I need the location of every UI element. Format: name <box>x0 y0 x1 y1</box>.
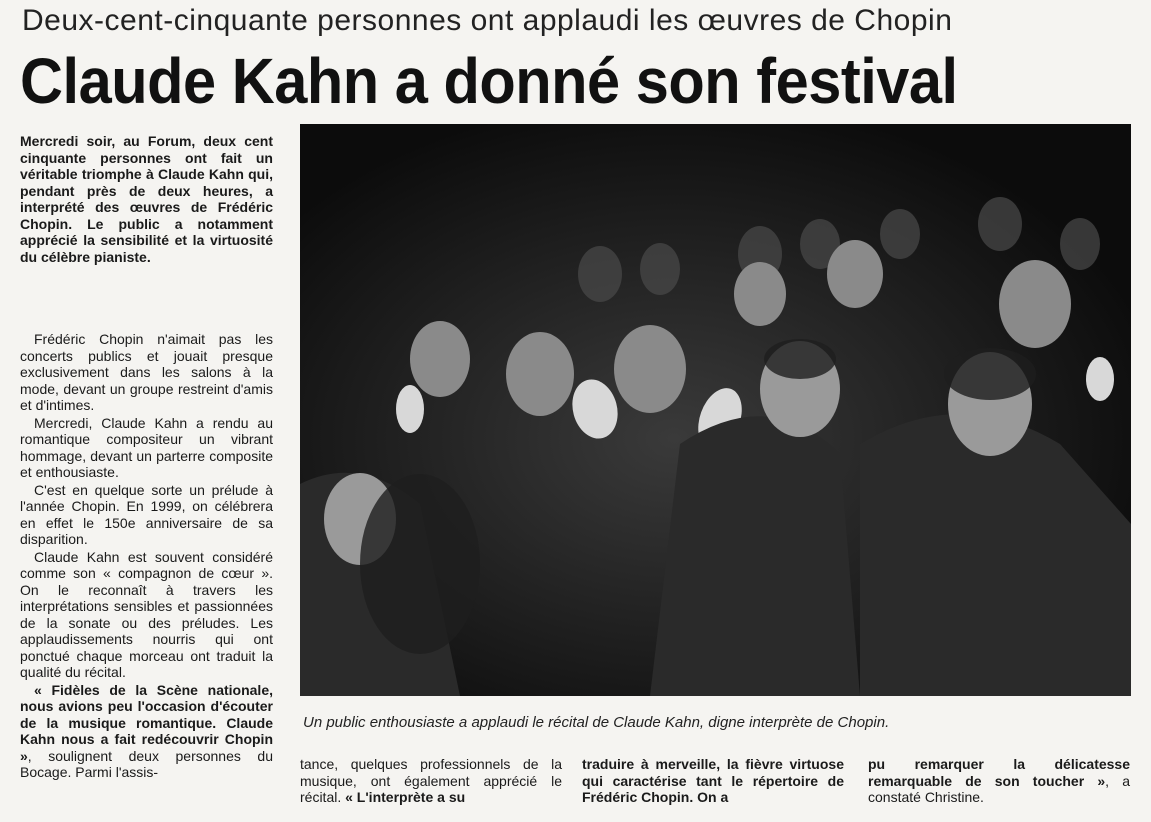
audience-photo <box>300 124 1131 696</box>
audience-photo-image <box>300 124 1131 696</box>
col2-text: tance, quelques professionnels de la musique, ont également apprécié le récital. <box>300 756 562 805</box>
quote-bold: « Fidèles de la Scène nationale, nous avions peu l'occasion d'écouter de la musique romantique. Claude Kahn nous a fait redécouvrir Chopin » <box>20 681 273 764</box>
article-body-column-4 <box>868 756 1130 806</box>
article-body-column-2 <box>300 756 562 806</box>
article-kicker: Deux-cent-cinquante personnes ont applaudi les œuvres de Chopin <box>22 4 953 37</box>
quote-paragraph <box>20 682 273 781</box>
quote-tail: , soulignent deux personnes du Bocage. Parmi l'assis- <box>20 747 273 780</box>
article-body-column-1 <box>20 331 273 781</box>
body-paragraph: Claude Kahn est souvent considéré comme son « compagnon de cœur ». On le reconnaît à travers les interprétations sensibles et passionnées de la sonate ou des préludes. Les applaudissements nourris qui ont ponctué chaque morceau ont traduit la qualité du récital. <box>20 548 273 680</box>
body-paragraph: Frédéric Chopin n'aimait pas les concerts publics et jouait presque exclusivement dans les salons à la mode, devant un groupe restreint d'amis et d'intimes. <box>20 331 273 413</box>
col3-bold: traduire à merveille, la fièvre virtuose qui caractérise tant le répertoire de Frédéric Chopin. On a <box>582 756 844 805</box>
col4-tail: , a constaté Christine. <box>868 772 1130 805</box>
col2-bold: « L'interprète a su <box>345 789 466 805</box>
article-headline: Claude Kahn a donné son festival <box>20 45 958 117</box>
body-paragraph: Mercredi, Claude Kahn a rendu au romantique compositeur un vibrant hommage, devant un parterre composite et enthousiaste. <box>20 414 273 480</box>
article-lead: Mercredi soir, au Forum, deux cent cinquante personnes ont fait un véritable triomphe à Claude Kahn qui, pendant près de deux heures, a interprété des œuvres de Frédéric Chopin. Le public a notamment apprécié la sensibilité et la virtuosité du célèbre pianiste. <box>20 133 273 265</box>
col4-bold: pu remarquer la délicatesse remarquable de son toucher » <box>868 756 1130 789</box>
photo-caption: Un public enthousiaste a applaudi le récital de Claude Kahn, digne interprète de Chopin. <box>303 714 890 731</box>
article-body-column-3 <box>582 756 844 806</box>
body-paragraph: C'est en quelque sorte un prélude à l'année Chopin. En 1999, on célébrera en effet le 150e anniversaire de sa disparition. <box>20 481 273 547</box>
